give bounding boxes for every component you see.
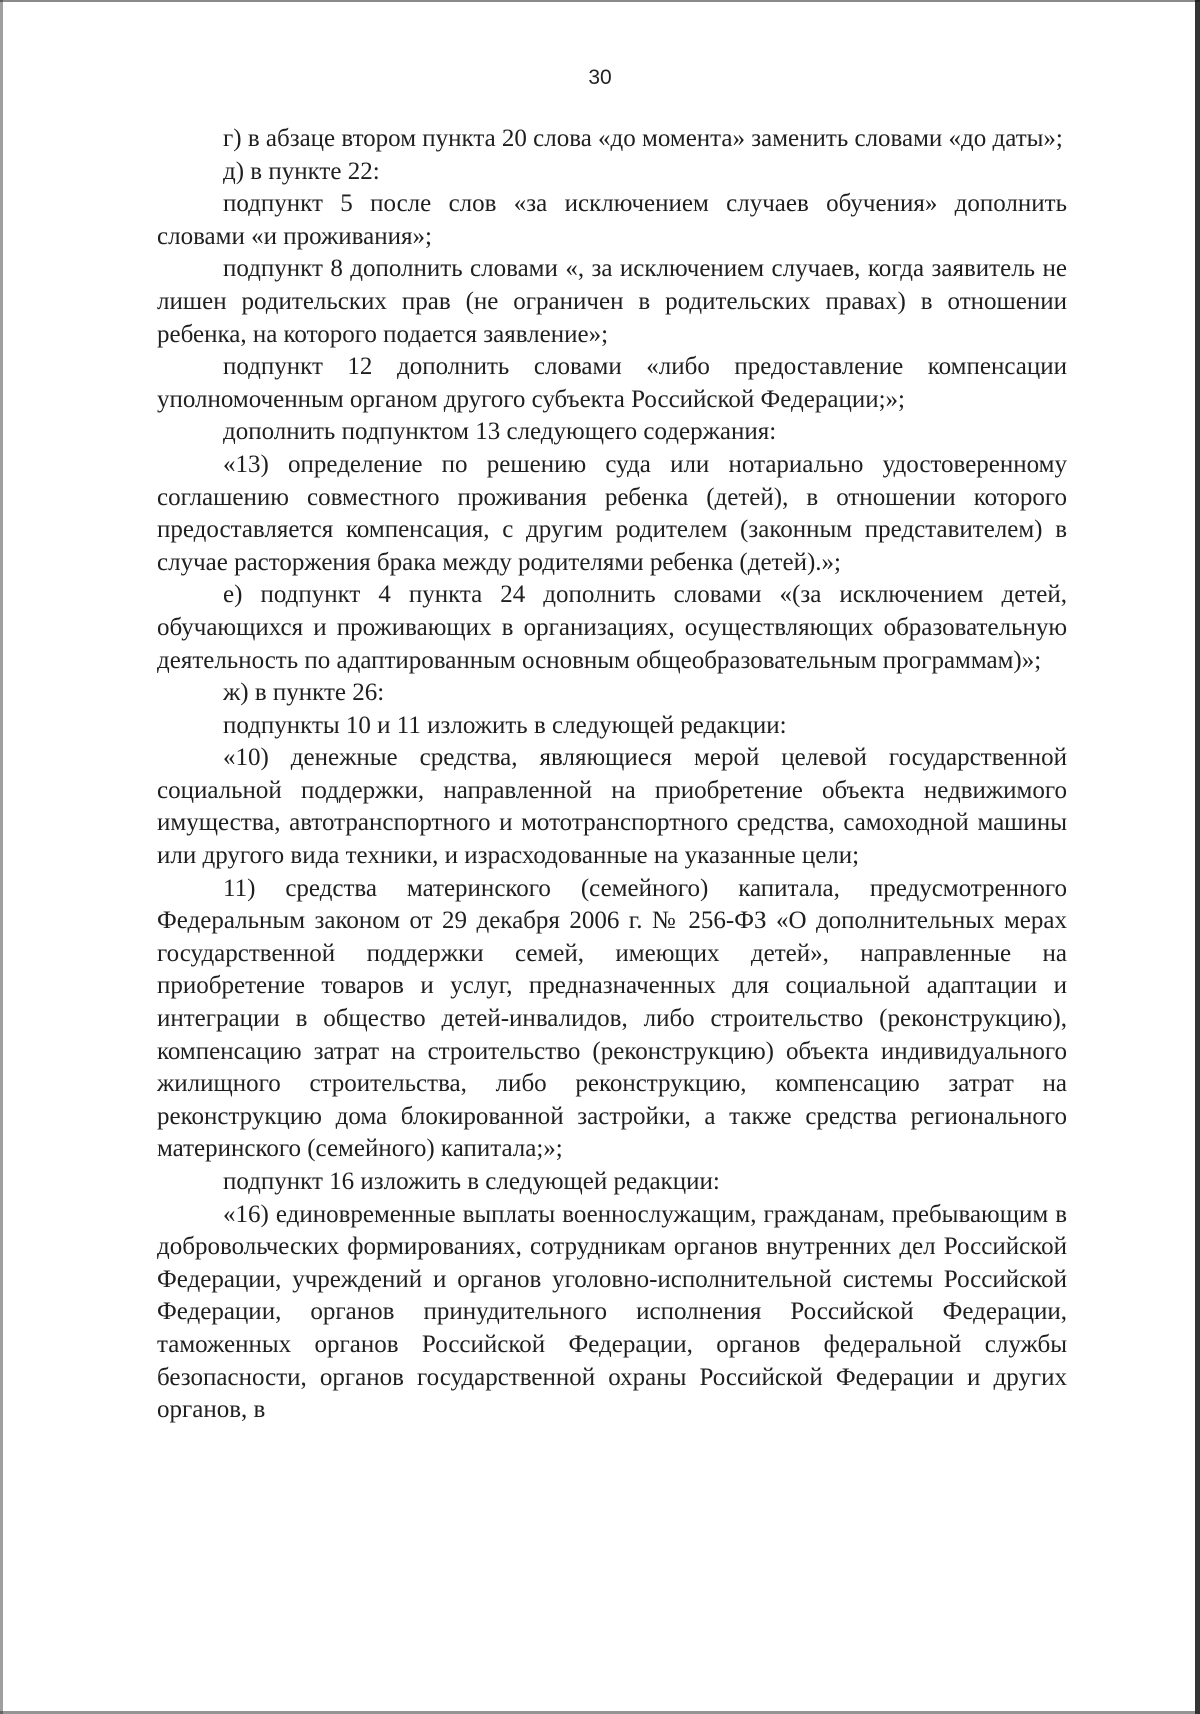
paragraph-e: е) подпункт 4 пункта 24 дополнить словами «(за исключением детей, обучающихся и проживающих в организациях, осуществляющих образовательную деятельность по адаптированным основным общеобразовательным программам)»;: [157, 581, 1067, 674]
paragraph-sub16: подпункт 16 изложить в следующей редакции:: [223, 1168, 720, 1195]
paragraph-sub11-text: 11) средства материнского (семейного) капитала, предусмотренного Федеральным законом от 29 декабря 2006 г. № 256-ФЗ «О дополнительных мерах государственной поддержки семей, имеющих детей», направленные на приобретение товаров и услуг, предназначенных для социальной адаптации и интеграции в общество детей-инвалидов, либо строительство (реконструкцию), компенсацию затрат на строительство (реконструкцию) объекта индивидуального жилищного строительства, либо реконструкцию, компенсацию затрат на реконструкцию дома блокированной застройки, а также средства регионального материнского (семейного) капитала;»;: [157, 874, 1067, 1163]
paragraph-sub16-text: «16) единовременные выплаты военнослужащим, гражданам, пребывающим в добровольческих формированиях, сотрудникам органов внутренних дел Российской Федерации, учреждений и органов уголовно-исполнительной системы Российской Федерации, органов принудительного исполнения Российской Федерации, таможенных органов Российской Федерации, органов федеральной службы безопасности, органов государственной охраны Российской Федерации и других органов, в: [157, 1200, 1067, 1424]
paragraph-zh: ж) в пункте 26:: [223, 679, 385, 707]
page-number: 30: [588, 66, 612, 89]
document-body: [157, 123, 1067, 1427]
paragraph-sub12: подпункт 12 дополнить словами «либо предоставление компенсации уполномоченным органом другого субъекта Российской Федерации;»;: [157, 353, 1067, 413]
scan-edge-left: [0, 0, 3, 1714]
paragraph-sub5: подпункт 5 после слов «за исключением случаев обучения» дополнить словами «и проживания»;: [157, 190, 1067, 250]
paragraph-sub13-text: «13) определение по решению суда или нотариально удостоверенному соглашению совместного проживания ребенка (детей), в отношении которого предоставляется компенсация, с другим родителем (законным представителем) в случае расторжения брака между родителями ребенка (детей).»;: [157, 450, 1067, 576]
paragraph-g: г) в абзаце втором пункта 20 слова «до момента» заменить словами «до даты»;: [223, 125, 1063, 152]
paragraph-sub10-11: подпункты 10 и 11 изложить в следующей редакции:: [223, 711, 787, 739]
scan-edge-right: [1195, 0, 1200, 1714]
scan-edge-top: [0, 0, 1200, 2]
paragraph-d: д) в пункте 22:: [223, 157, 380, 185]
paragraph-add-sub13: дополнить подпунктом 13 следующего содержания:: [223, 418, 777, 446]
paragraph-sub8: подпункт 8 дополнить словами «, за исключением случаев, когда заявитель не лишен родительских прав (не ограничен в родительских правах) в отношении ребенка, на которого подается заявление»;: [157, 255, 1067, 348]
paragraph-sub10-text: «10) денежные средства, являющиеся мерой целевой государственной социальной поддержки, направленной на приобретение объекта недвижимого имущества, автотранспортного и мототранспортного средства, самоходной машины или другого вида техники, и израсходованные на указанные цели;: [157, 744, 1067, 870]
